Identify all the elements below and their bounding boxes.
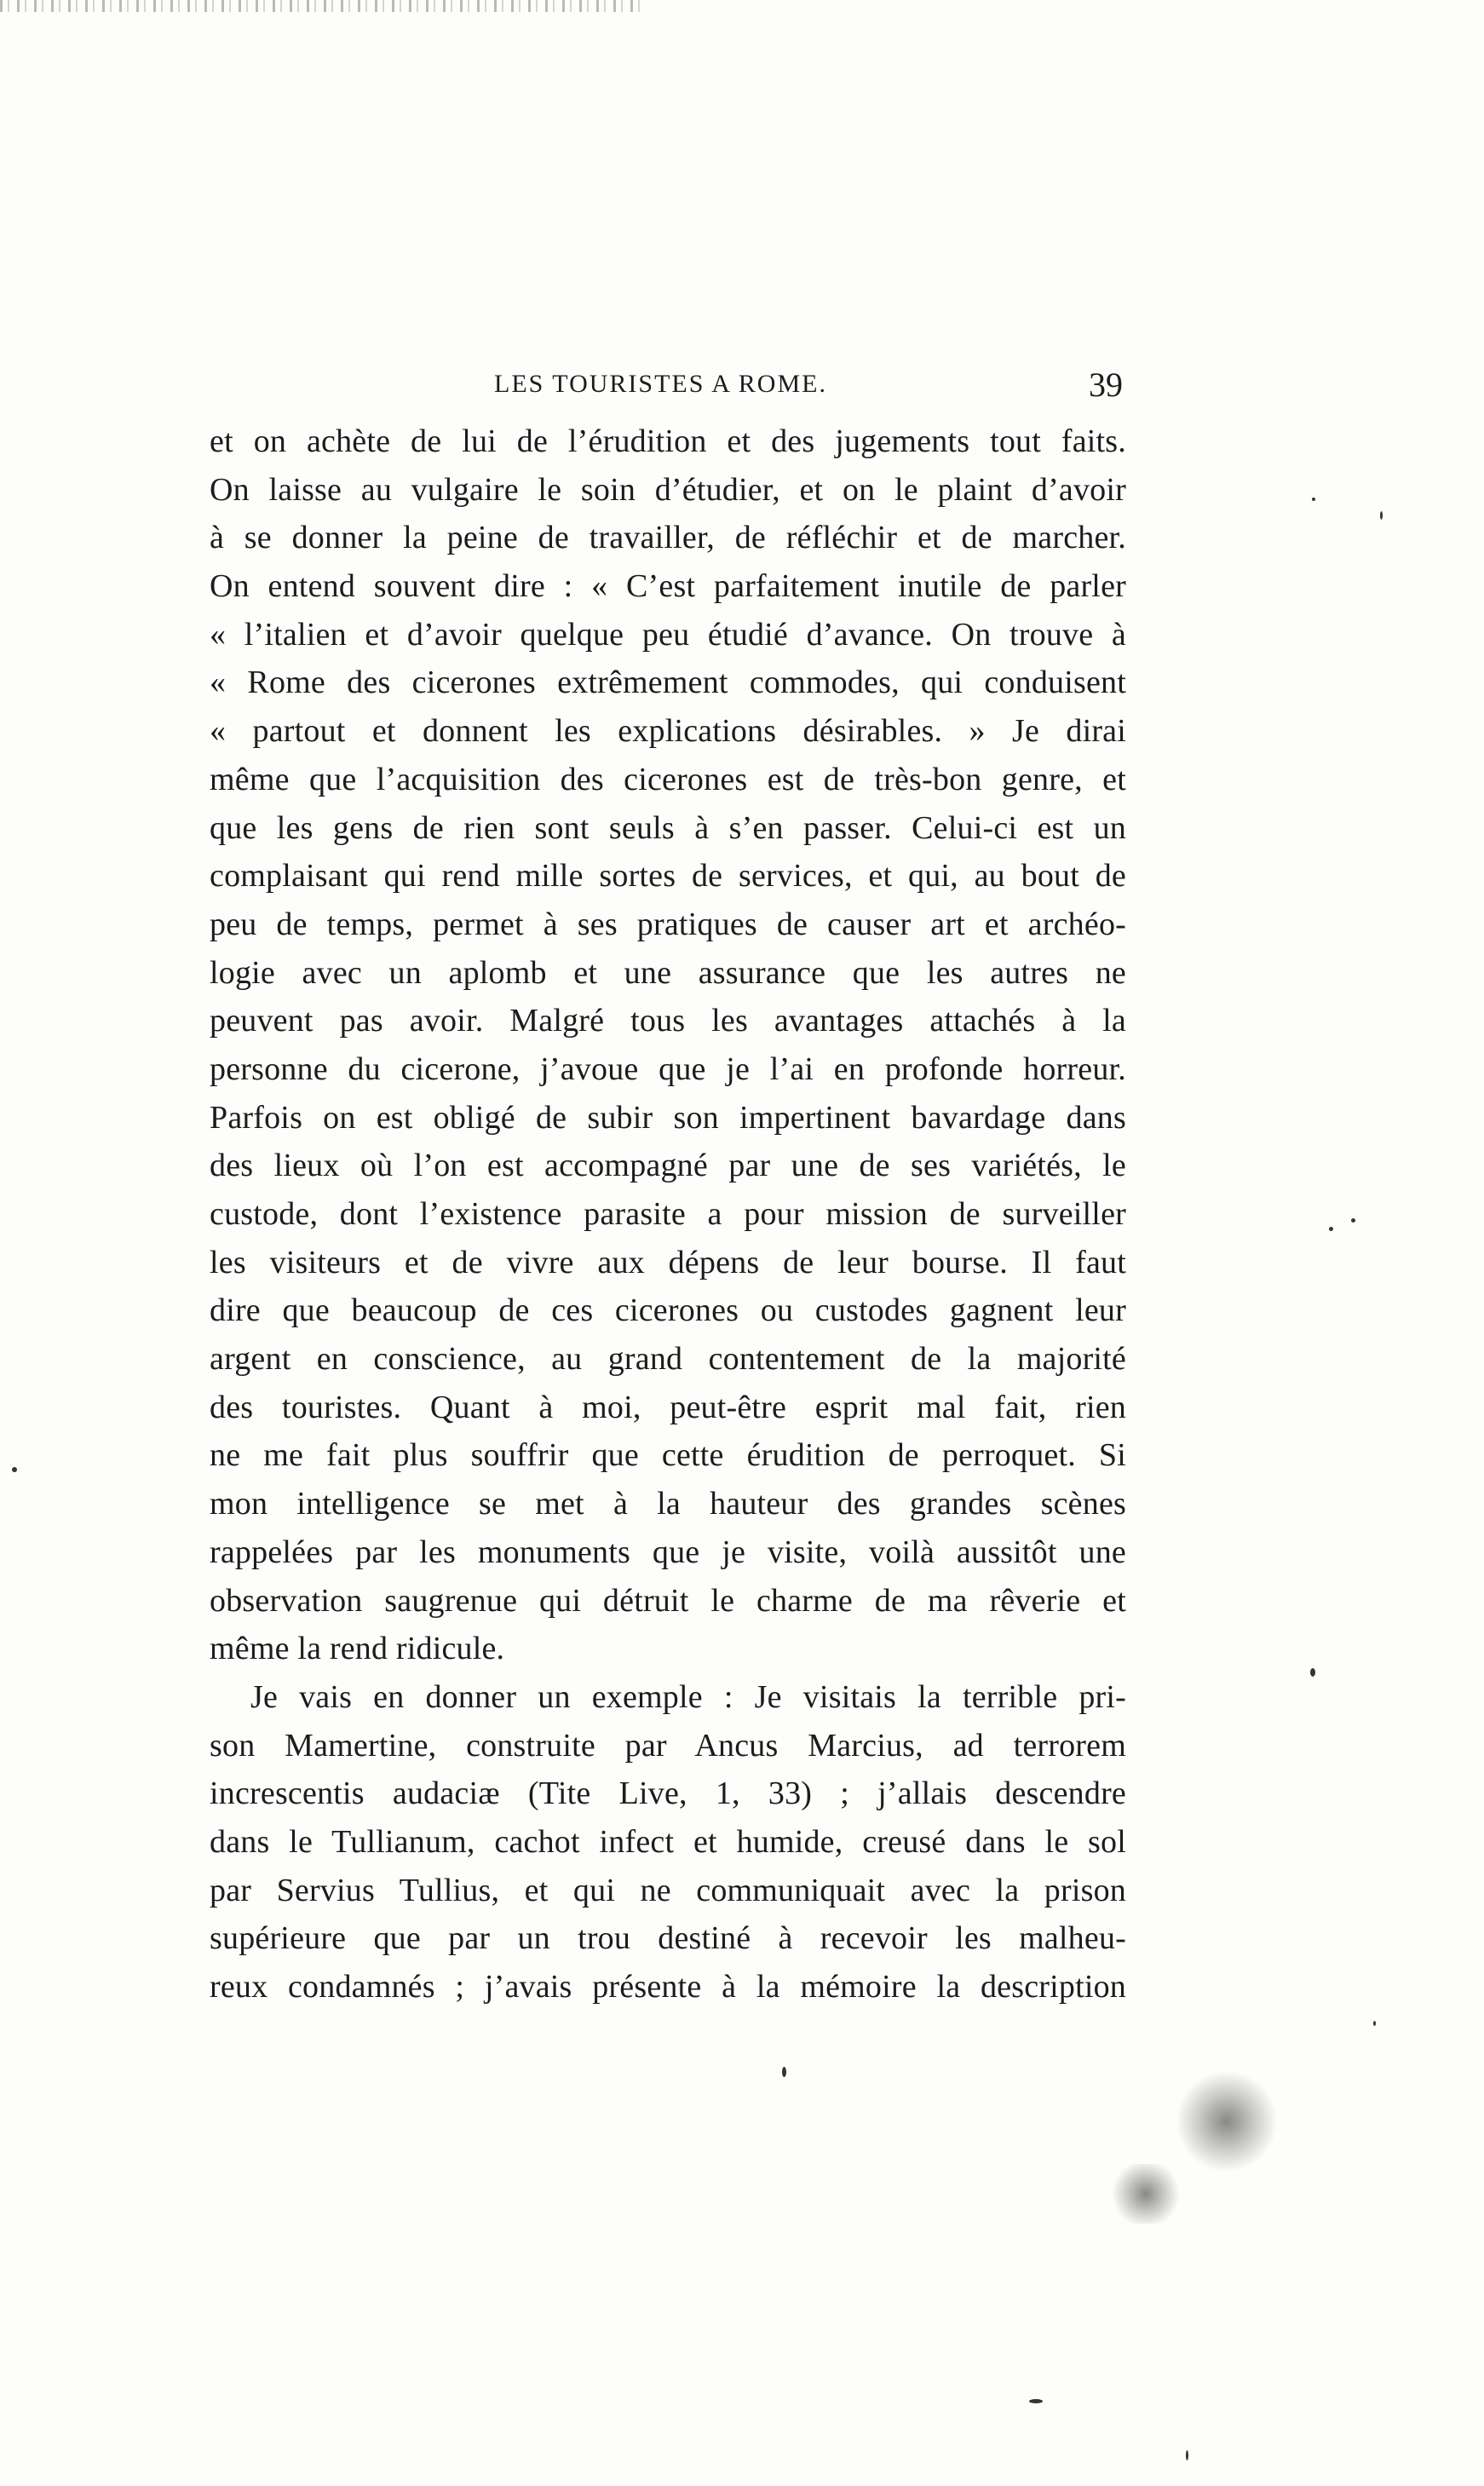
- text-line: rappelées par les monuments que je visite, voilà aussitôt une: [210, 1534, 1126, 1570]
- scan-speck: [1310, 1668, 1315, 1677]
- text-line: même que l’acquisition des cicerones est de très-bon genre, et: [210, 761, 1126, 797]
- text-line: ne me fait plus souffrir que cette érudition de perroquet. Si: [210, 1437, 1126, 1474]
- ink-smudge: [1176, 2070, 1278, 2172]
- text-line: son Mamertine, construite par Ancus Marcius, ad terrorem: [210, 1727, 1126, 1764]
- text-line: On entend souvent dire : « C’est parfaitement inutile de parler: [210, 568, 1126, 605]
- text-line: complaisant qui rend mille sortes de services, et qui, au bout de: [210, 858, 1126, 895]
- scan-speck: [1380, 511, 1383, 520]
- text-line: logie avec un aplomb et une assurance que les autres ne: [210, 954, 1126, 991]
- text-line: « partout et donnent les explications désirables. » Je dirai: [210, 713, 1126, 750]
- text-line: « l’italien et d’avoir quelque peu étudié d’avance. On trouve à: [210, 616, 1126, 653]
- text-line: des lieux où l’on est accompagné par une de ses variétés, le: [210, 1148, 1126, 1184]
- text-line: personne du cicerone, j’avoue que je l’ai en profonde horreur.: [210, 1050, 1126, 1087]
- text-line: par Servius Tullius, et qui ne communiquait avec la prison: [210, 1872, 1126, 1908]
- text-line: à se donner la peine de travailler, de réfléchir et de marcher.: [210, 520, 1126, 556]
- scan-speck: [1029, 2399, 1043, 2403]
- body-text: [210, 417, 1126, 2011]
- text-line: dans le Tullianum, cachot infect et humide, creusé dans le sol: [210, 1823, 1126, 1860]
- scan-speck: [1186, 2450, 1188, 2460]
- text-line: peuvent pas avoir. Malgré tous les avantages attachés à la: [210, 1003, 1126, 1039]
- scan-speck: [1329, 1227, 1333, 1231]
- text-line-paragraph-start: Je vais en donner un exemple : Je visitais la terrible pri-: [250, 1678, 1126, 1715]
- text-line: peu de temps, permet à ses pratiques de causer art et archéo-: [210, 906, 1126, 942]
- running-head: [204, 363, 1135, 406]
- page-number: 39: [1089, 365, 1123, 404]
- text-line: reux condamnés ; j’avais présente à la mémoire la description: [210, 1969, 1126, 2005]
- running-title: LES TOURISTES A ROME.: [494, 370, 827, 398]
- text-line: On laisse au vulgaire le soin d’étudier, et on le plaint d’avoir: [210, 471, 1126, 508]
- text-line: que les gens de rien sont seuls à s’en passer. Celui-ci est un: [210, 809, 1126, 846]
- scan-edge-noise: [0, 0, 647, 12]
- text-line: observation saugrenue qui détruit le charme de ma rêverie et: [210, 1582, 1126, 1619]
- text-line-paragraph-end: même la rend ridicule.: [210, 1631, 505, 1667]
- scan-speck: [1373, 2021, 1376, 2026]
- scan-speck: [12, 1467, 17, 1472]
- text-line: Parfois on est obligé de subir son impertinent bavardage dans: [210, 1099, 1126, 1136]
- text-line: supérieure que par un trou destiné à recevoir les malheu-: [210, 1920, 1126, 1957]
- text-line: des touristes. Quant à moi, peut-être esprit mal fait, rien: [210, 1389, 1126, 1425]
- text-line: et on achète de lui de l’érudition et des jugements tout faits.: [210, 423, 1126, 459]
- scan-speck: [782, 2067, 786, 2077]
- text-line: dire que beaucoup de ces cicerones ou custodes gagnent leur: [210, 1292, 1126, 1329]
- scan-speck: [1351, 1218, 1355, 1223]
- text-line: mon intelligence se met à la hauteur des grandes scènes: [210, 1486, 1126, 1522]
- ink-smudge: [1107, 2164, 1184, 2224]
- text-line: custode, dont l’existence parasite a pour mission de surveiller: [210, 1196, 1126, 1232]
- text-line: « Rome des cicerones extrêmement commodes, qui conduisent: [210, 665, 1126, 701]
- text-line: increscentis audaciæ (Tite Live, 1, 33) ; j’allais descendre: [210, 1775, 1126, 1812]
- text-line: argent en conscience, au grand contentement de la majorité: [210, 1341, 1126, 1378]
- text-line: les visiteurs et de vivre aux dépens de leur bourse. Il faut: [210, 1244, 1126, 1280]
- scan-speck: [1312, 498, 1315, 501]
